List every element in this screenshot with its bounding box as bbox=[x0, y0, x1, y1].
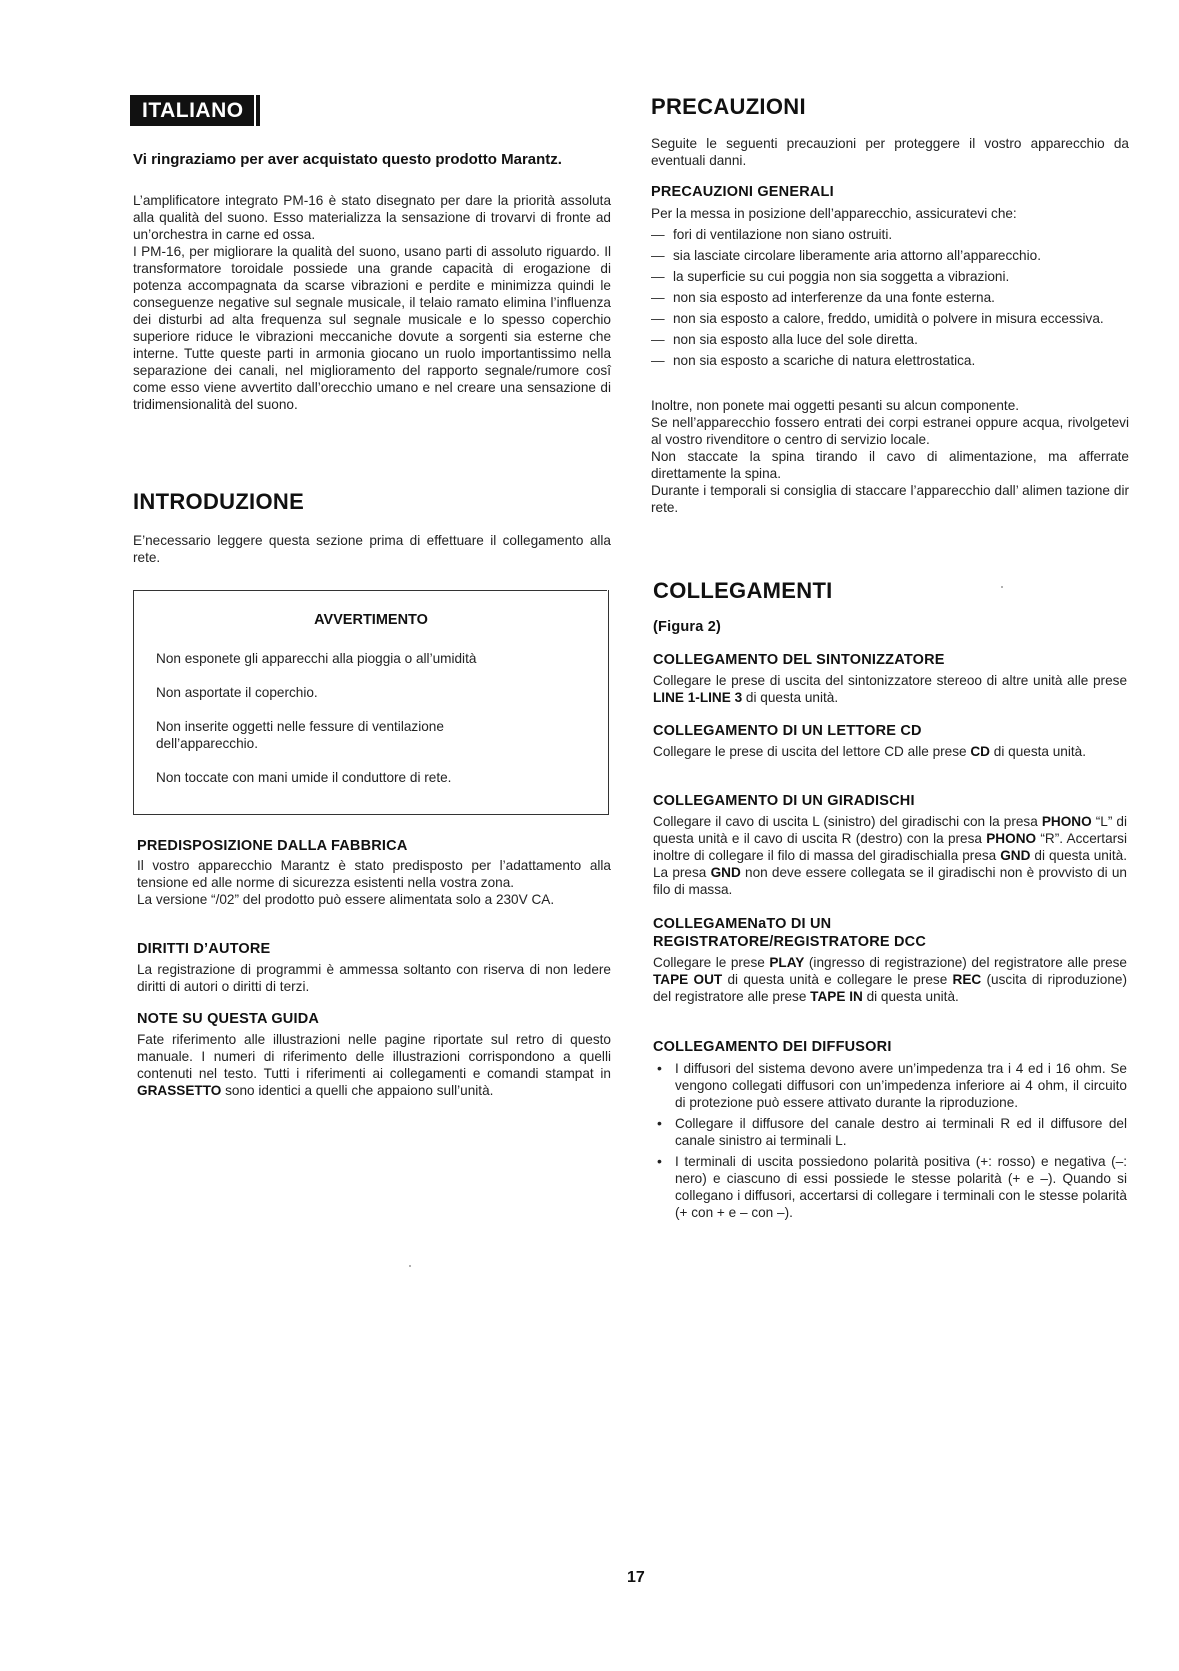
phono-text-part: “R”. Accertarsi inoltre di collegare il filo di massa del giradischialla presa bbox=[653, 831, 1127, 863]
phono-bold: GND bbox=[710, 865, 741, 880]
figura-label: (Figura 2) bbox=[653, 619, 722, 635]
general-list-item: — non sia esposto a scariche di natura elettrostatica. bbox=[651, 352, 1125, 369]
phono-bold: PHONO bbox=[986, 831, 1037, 846]
cd-text-part: di questa unità. bbox=[990, 744, 1086, 759]
speakers-title: COLLEGAMENTO DEI DIFFUSORI bbox=[653, 1039, 892, 1055]
copyright-text: La registrazione di programmi è ammessa soltanto con riserva di non ledere diritti di autori o diritti di terzi. bbox=[137, 962, 611, 994]
warning-item: Non esponete gli apparecchi alla pioggia o all’umidità bbox=[156, 651, 477, 666]
general-after-paragraph: Durante i temporali si consiglia di staccare l’apparecchio dall’ alimen tazione dir rete. bbox=[651, 483, 1129, 515]
rec-text-part: Collegare le prese bbox=[653, 955, 770, 970]
speakers-list-item: • Collegare il diffusore del canale destro ai terminali R ed il diffusore del canale sinistro ai terminali L. bbox=[653, 1115, 1127, 1149]
notes-text-part: Fate riferimento alle illustrazioni nelle pagine riportate sul retro di questo manuale. I numeri di riferimento delle illustrazioni corrispondono a quelli contenuti nel testo. Tutti i riferimenti ai collegamenti e comandi stampat in bbox=[137, 1032, 611, 1081]
intro-paragraph: I PM-16, per migliorare la qualità del suono, usano parti di assoluto riguardo. Il transformatore toroidale possiede una grande capacità di erogazione di potenza accompagnata da scarse vibrazioni e perdite e minimizza quindi le conseguenze negative sul segnale musicale, il telaio ramato elimina l’influenza dei disturbi ad alta frequenza sul segnale musicale e lo spesso coperchio superiore riduce le vibrazioni meccaniche dovute a sorgenti sia esterne che interne. Tutte queste parti in armonia giocano un ruolo importantissimo nella separazione dei canali, nel miglioramento del rapporto segnale/rumore cosî come esso viene avvertito dall’orecchio umano e nel creare una sensazione di tridimensionalità del suono. bbox=[133, 244, 611, 412]
general-list-item: — non sia esposto a calore, freddo, umidità o polvere in misura eccessiva. bbox=[651, 310, 1125, 327]
general-after-paragraph: Se nell’apparecchio fossero entrati dei corpi estranei oppure acqua, rivolgetevi al vostro rivenditore o centro di servizio locale. bbox=[651, 415, 1129, 447]
general-list-item: — sia lasciate circolare liberamente aria attorno all’apparecchio. bbox=[651, 247, 1125, 264]
rec-title: COLLEGAMENaTO DI UN REGISTRATORE/REGISTRATORE DCC bbox=[653, 916, 926, 950]
warning-box bbox=[133, 590, 609, 815]
warning-title: AVVERTIMENTO bbox=[314, 612, 428, 628]
phono-text-part: “L” di questa unità e il cavo di uscita R (destro) con la presa bbox=[653, 814, 1127, 846]
factory-text bbox=[137, 857, 611, 908]
cd-text-part: Collegare le prese di uscita del lettore CD alle prese bbox=[653, 744, 971, 759]
speakers-list-item: • I diffusori del sistema devono avere un’impedenza tra i 4 ed i 16 ohm. Se vengono collegati diffusori con un’impedenza inferiore ai 4 ohm, il circuito di protezione può essere attivato durante la riproduzione. bbox=[653, 1060, 1127, 1111]
general-title: PRECAUZIONI GENERALI bbox=[651, 184, 834, 200]
introduzione-title: INTRODUZIONE bbox=[133, 489, 305, 514]
notes-text-part: sono identici a quelli che appaiono sull’unità. bbox=[221, 1083, 494, 1098]
language-badge: ITALIANO bbox=[130, 95, 254, 126]
rec-bold: PLAY bbox=[769, 955, 805, 970]
thanks-heading: Vi ringraziamo per aver acquistato questo prodotto Marantz. bbox=[133, 151, 562, 168]
tuner-text bbox=[653, 672, 1127, 706]
precauzioni-title: PRECAUZIONI bbox=[651, 94, 806, 119]
factory-paragraph: La versione “/02” del prodotto può essere alimentata solo a 230V CA. bbox=[137, 892, 555, 907]
tuner-title: COLLEGAMENTO DEL SINTONIZZATORE bbox=[653, 652, 945, 668]
speck bbox=[409, 1265, 411, 1267]
warning-item: Non toccate con mani umide il conduttore di rete. bbox=[156, 770, 452, 785]
general-list-item: — non sia esposto ad interferenze da una fonte esterna. bbox=[651, 289, 1125, 306]
phono-text-part: Collegare il cavo di uscita L (sinistro) del giradischi con la presa bbox=[653, 814, 1042, 829]
introduzione-text: E’necessario leggere questa sezione prima di effettuare il collegamento alla rete. bbox=[133, 533, 611, 565]
intro-text bbox=[133, 192, 611, 413]
intro-paragraph: L’amplificatore integrato PM-16 è stato disegnato per dare la priorità assoluta alla qualità del suono. Esso materializza la sensazione di trovarvi di fronte ad un’orchestra in carne ed ossa. bbox=[133, 193, 611, 242]
rec-text-part: di questa unità. bbox=[862, 989, 959, 1004]
tuner-text-part: Collegare le prese di uscita del sintonizzatore stereoo di altre unità alle prese bbox=[653, 673, 1127, 688]
general-intro: Per la messa in posizione dell’apparecchio, assicuratevi che: bbox=[651, 206, 1017, 221]
cd-bold: CD bbox=[970, 744, 990, 759]
phono-bold: GND bbox=[1000, 848, 1031, 863]
warning-item: Non asportate il coperchio. bbox=[156, 685, 318, 700]
general-after-paragraph: Inoltre, non ponete mai oggetti pesanti su alcun componente. bbox=[651, 398, 1020, 413]
cd-text bbox=[653, 743, 1127, 760]
factory-paragraph: Il vostro apparecchio Marantz è stato predisposto per l’adattamento alla tensione ed alle norme di sicurezza esistenti nella vostra zona. bbox=[137, 858, 611, 890]
phono-text bbox=[653, 813, 1127, 898]
phono-text-part: non deve essere collegata se il giradischi non è provvisto di un filo di massa. bbox=[653, 865, 1127, 897]
notes-title: NOTE SU QUESTA GUIDA bbox=[137, 1011, 320, 1027]
rec-text-part: (uscita di riproduzione) del registratore alle prese bbox=[653, 972, 1128, 1004]
page-number: 17 bbox=[627, 1569, 645, 1586]
rec-bold: TAPE OUT bbox=[653, 972, 723, 987]
copyright-title: DIRITTI D’AUTORE bbox=[137, 941, 271, 957]
tuner-bold: LINE 1-LINE 3 bbox=[653, 690, 743, 705]
general-after-paragraph: Non staccate la spina tirando il cavo di alimentazione, ma afferrate direttamente la spina. bbox=[651, 449, 1129, 481]
notes-bold: GRASSETTO bbox=[137, 1083, 222, 1098]
warning-item: Non inserite oggetti nelle fessure di ventilazione dell’apparecchio. bbox=[156, 719, 444, 751]
cd-title: COLLEGAMENTO DI UN LETTORE CD bbox=[653, 723, 922, 739]
rec-text bbox=[653, 954, 1127, 1005]
precauzioni-intro: Seguite le seguenti precauzioni per proteggere il vostro apparecchio da eventuali danni. bbox=[651, 136, 1129, 168]
speakers-list bbox=[653, 1060, 1127, 1225]
general-list bbox=[651, 226, 1125, 373]
notes-text bbox=[137, 1031, 611, 1099]
speakers-list-item: • I terminali di uscita possiedono polarità positiva (+: rosso) e negativa (–: nero) e ciascuno di essi possiede le stesse polarità (+ e –). Quando si collegano i diffusori, accertarsi di collegare i terminali con le stesse polarità (+ con + e – con –). bbox=[653, 1153, 1127, 1221]
general-after bbox=[651, 397, 1129, 516]
phono-text-part: di questa unità. La presa bbox=[653, 848, 1127, 880]
rec-bold: TAPE IN bbox=[810, 989, 863, 1004]
general-list-item: — non sia esposto alla luce del sole diretta. bbox=[651, 331, 1125, 348]
rec-text-part: (ingresso di registrazione) del registratore alle prese bbox=[804, 955, 1127, 970]
factory-title: PREDISPOSIZIONE DALLA FABBRICA bbox=[137, 838, 408, 854]
general-list-item: — la superficie su cui poggia non sia soggetta a vibrazioni. bbox=[651, 268, 1125, 285]
phono-bold: PHONO bbox=[1041, 814, 1092, 829]
tuner-text-part: di questa unità. bbox=[742, 690, 839, 705]
rec-text-part: di questa unità e collegare le prese bbox=[722, 972, 953, 987]
speck bbox=[1001, 586, 1003, 588]
rec-bold: REC bbox=[952, 972, 982, 987]
collegamenti-title: COLLEGAMENTI bbox=[653, 578, 833, 603]
general-list-item: — fori di ventilazione non siano ostruiti. bbox=[651, 226, 1125, 243]
phono-title: COLLEGAMENTO DI UN GIRADISCHI bbox=[653, 793, 915, 809]
